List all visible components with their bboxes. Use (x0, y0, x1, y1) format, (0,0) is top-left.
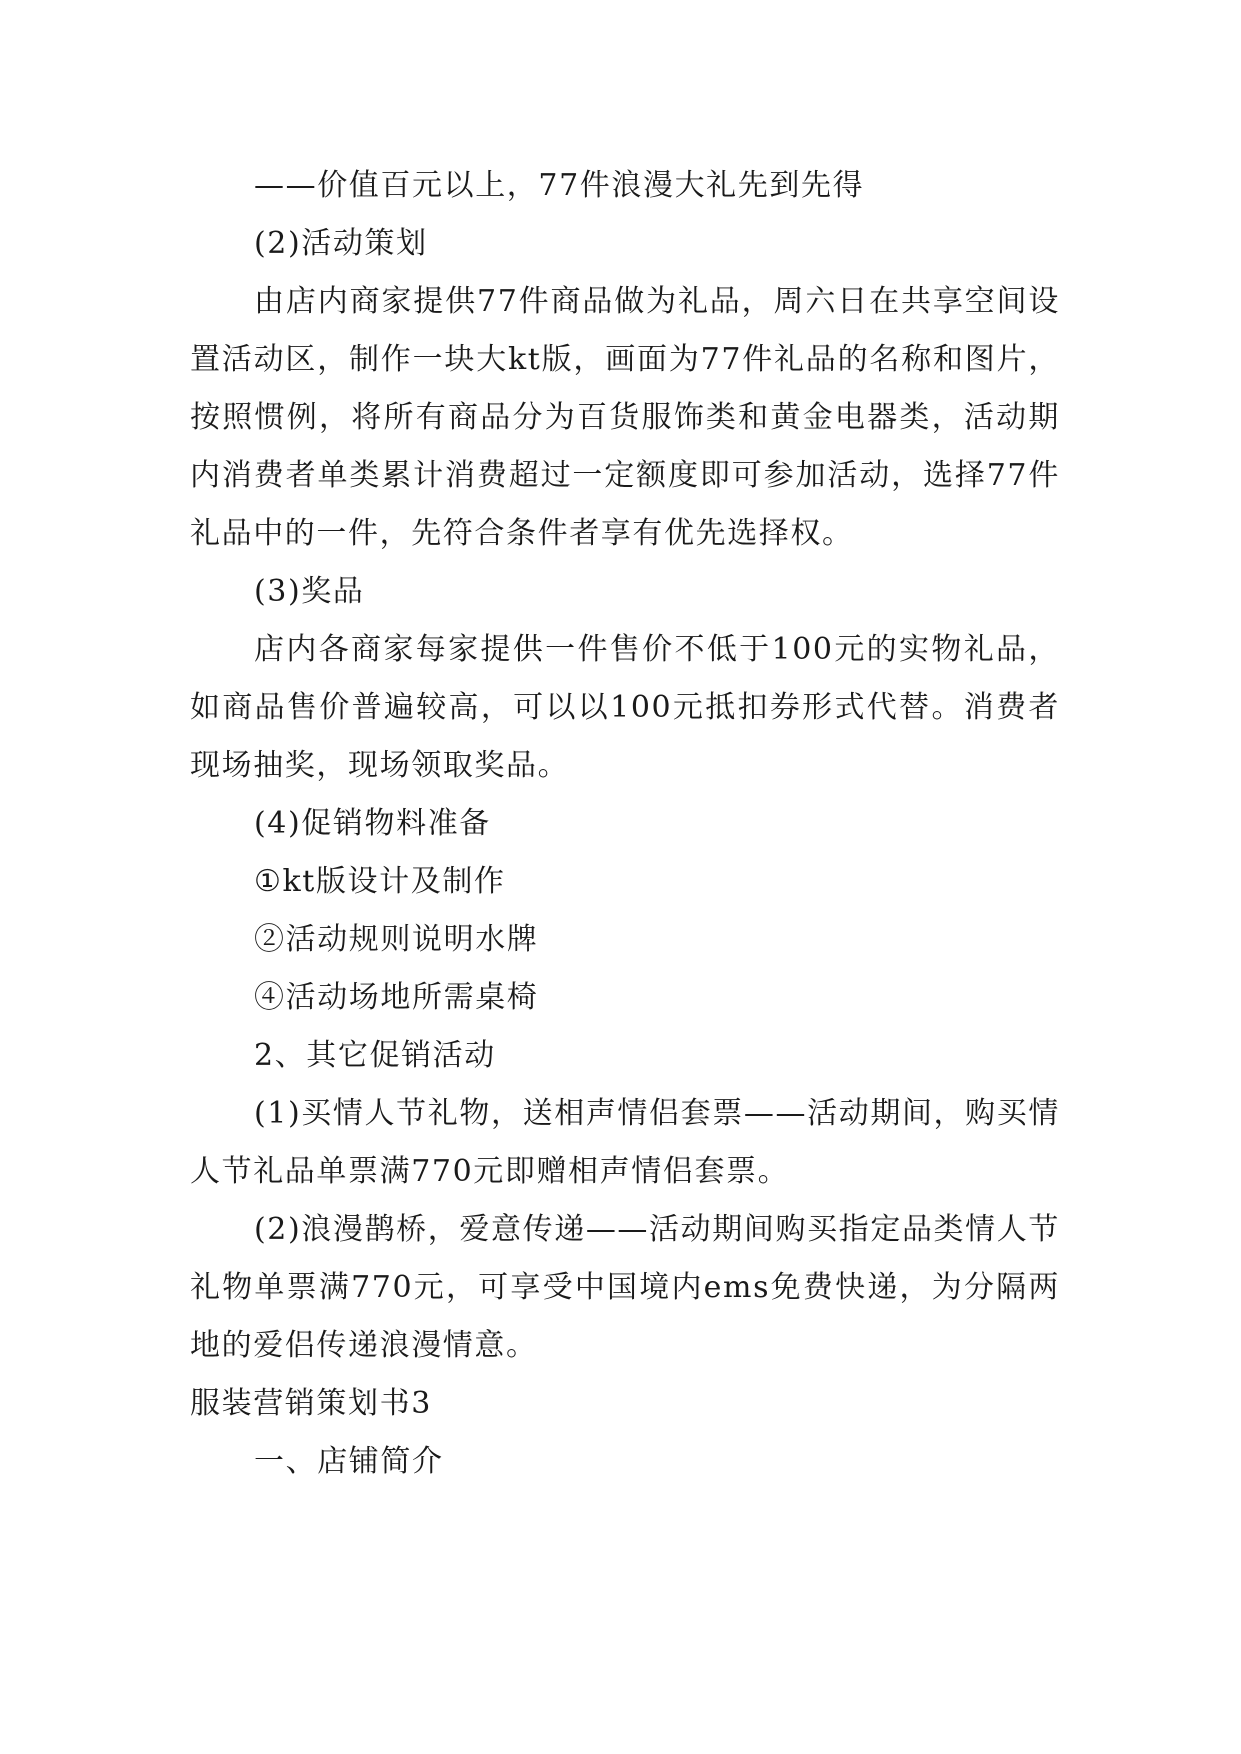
section-title-plan-3: 服装营销策划书3 (190, 1386, 432, 1421)
paragraph-promo-crosstalk: (1)买情人节礼物，送相声情侣套票——活动期间，购买情人节礼品单票满770元即赠相声情侣套票。 (190, 1096, 1060, 1189)
paragraph-gift-intro: ——价值百元以上，77件浪漫大礼先到先得 (254, 168, 865, 203)
paragraph-promo-express: (2)浪漫鹊桥，爱意传递——活动期间购买指定品类情人节礼物单票满770元，可享受中国境内ems免费快递，为分隔两地的爱侣传递浪漫情意。 (190, 1212, 1060, 1363)
list-item-tables-chairs: ④活动场地所需桌椅 (254, 980, 539, 1015)
document-body (190, 157, 1060, 1491)
heading-other-promotions: 2、其它促销活动 (254, 1038, 496, 1073)
heading-promo-materials: (4)促销物料准备 (254, 806, 491, 841)
list-item-kt-board: ①kt版设计及制作 (254, 864, 506, 899)
heading-activity-planning: (2)活动策划 (254, 226, 428, 261)
heading-store-intro: 一、店铺简介 (254, 1444, 444, 1479)
paragraph-prizes: 店内各商家每家提供一件售价不低于100元的实物礼品，如商品售价普遍较高，可以以100元抵扣券形式代替。消费者现场抽奖，现场领取奖品。 (190, 632, 1060, 783)
paragraph-activity-planning: 由店内商家提供77件商品做为礼品，周六日在共享空间设置活动区，制作一块大kt版，画面为77件礼品的名称和图片，按照惯例，将所有商品分为百货服饰类和黄金电器类，活动期内消费者单类累计消费超过一定额度即可参加活动，选择77件礼品中的一件，先符合条件者享有优先选择权。 (190, 284, 1060, 551)
list-item-rules-sign: ②活动规则说明水牌 (254, 922, 539, 957)
heading-prizes: (3)奖品 (254, 574, 365, 609)
